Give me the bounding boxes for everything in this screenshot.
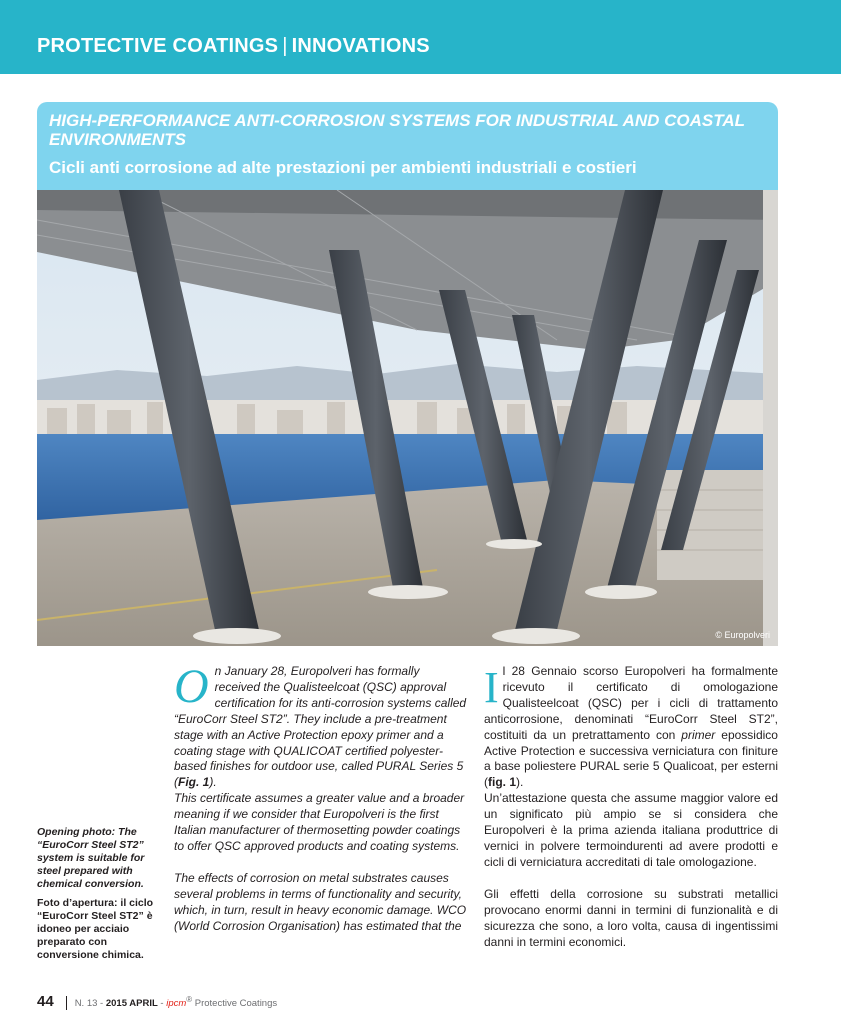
footer-divider <box>66 996 67 1010</box>
section-title <box>37 35 430 58</box>
article-title-english: HIGH-PERFORMANCE ANTI-CORROSION SYSTEMS FOR INDUSTRIAL AND COASTAL ENVIRONMENTS <box>49 111 745 149</box>
photo-caption-italian: Foto d’apertura: il ciclo “EuroCorr Steel ST2” è idoneo per acciaio preparato con conversione chimica. <box>37 897 154 961</box>
paragraph-end: ). <box>209 775 217 790</box>
article-title-box <box>37 102 778 192</box>
body-column-italian <box>484 664 778 950</box>
opening-photo <box>37 190 778 646</box>
article-title-italian: Cicli anti corrosione ad alte prestazioni per ambienti industriali e costieri <box>49 158 637 177</box>
paragraph: The effects of corrosion on metal substrates causes several problems in terms of functionality and security, which, in turn, result in heavy economic damage. WCO (World Corrosion Organisation) has estimated that the <box>174 870 467 933</box>
figure-reference: Fig. 1 <box>178 775 210 790</box>
page-number: 44 <box>37 993 54 1010</box>
subsection-label: INNOVATIONS <box>291 35 430 57</box>
paragraph: This certificate assumes a greater value and a broader meaning if we consider that Europolveri is the first Italian manufacturer of thermosetting powder coatings to offer QSC approved products and coating systems. <box>174 791 465 853</box>
body-column-english <box>174 660 468 935</box>
paragraph: Gli effetti della corrosione su substrati metallici provocano enormi danni in termini di funzionalità e di sicurezza che sono, a loro volta, causa di ingentissimi danni in termini economici. <box>484 886 778 949</box>
footer-dash: - <box>157 998 167 1009</box>
paragraph-text: n January 28, Europolveri has formally received the Qualisteelcoat (QSC) approval certification for its anti-corrosion systems called “EuroCorr Steel ST2”. They include a pre-treatment stage with an Active Protection epoxy primer and a coating stage with QUALICOAT certified polyester-based finishes for outdoor use, called PURAL Series 5 ( <box>174 664 467 790</box>
section-header <box>0 0 841 74</box>
paragraph-text: l 28 Gennaio scorso Europolveri ha formalmente ricevuto il certificato di omologazione Qualisteelcoat (QSC) per i cicli di trattamento anticorrosione, denominati “EuroCorr Steel ST2”, costituiti da un pretrattamento con <box>484 664 778 742</box>
publication-name: Protective Coatings <box>192 998 278 1009</box>
figure-reference: fig. 1 <box>488 775 517 790</box>
photo-caption-english: Opening photo: The “EuroCorr Steel ST2” system is suitable for steel prepared with chemical conversion. <box>37 826 145 890</box>
drop-cap: I <box>484 663 499 712</box>
paragraph: Un’attestazione questa che assume maggior valore ed un significato più ampio se si considera che Europolveri è la prima azienda italiana produttrice di vernici in polvere termoindurenti ad avere prodotti e cicli di verniciatura accreditati di tale omologazione. <box>484 791 778 869</box>
section-label: PROTECTIVE COATINGS <box>37 35 279 57</box>
paragraph <box>174 660 468 791</box>
paragraph-text: epossidico Active Protection e successiva verniciatura con finiture a base poliestere PURAL serie 5 Qualicoat, per esterni ( <box>484 727 778 790</box>
pier-columns-illustration <box>37 190 778 646</box>
paragraph <box>484 664 778 791</box>
paragraph-end: ). <box>516 775 524 790</box>
drop-cap: O <box>174 660 209 713</box>
section-separator: | <box>282 35 288 57</box>
issue-month: 2015 APRIL <box>105 998 158 1009</box>
registered-mark: ® <box>186 994 193 1004</box>
photo-credit: © Europolveri <box>715 630 770 640</box>
brand-name: ipcm <box>166 998 187 1009</box>
paragraph-emphasis: primer <box>681 727 716 742</box>
issue-number: N. 13 - <box>74 998 106 1009</box>
page-footer <box>37 993 277 1010</box>
